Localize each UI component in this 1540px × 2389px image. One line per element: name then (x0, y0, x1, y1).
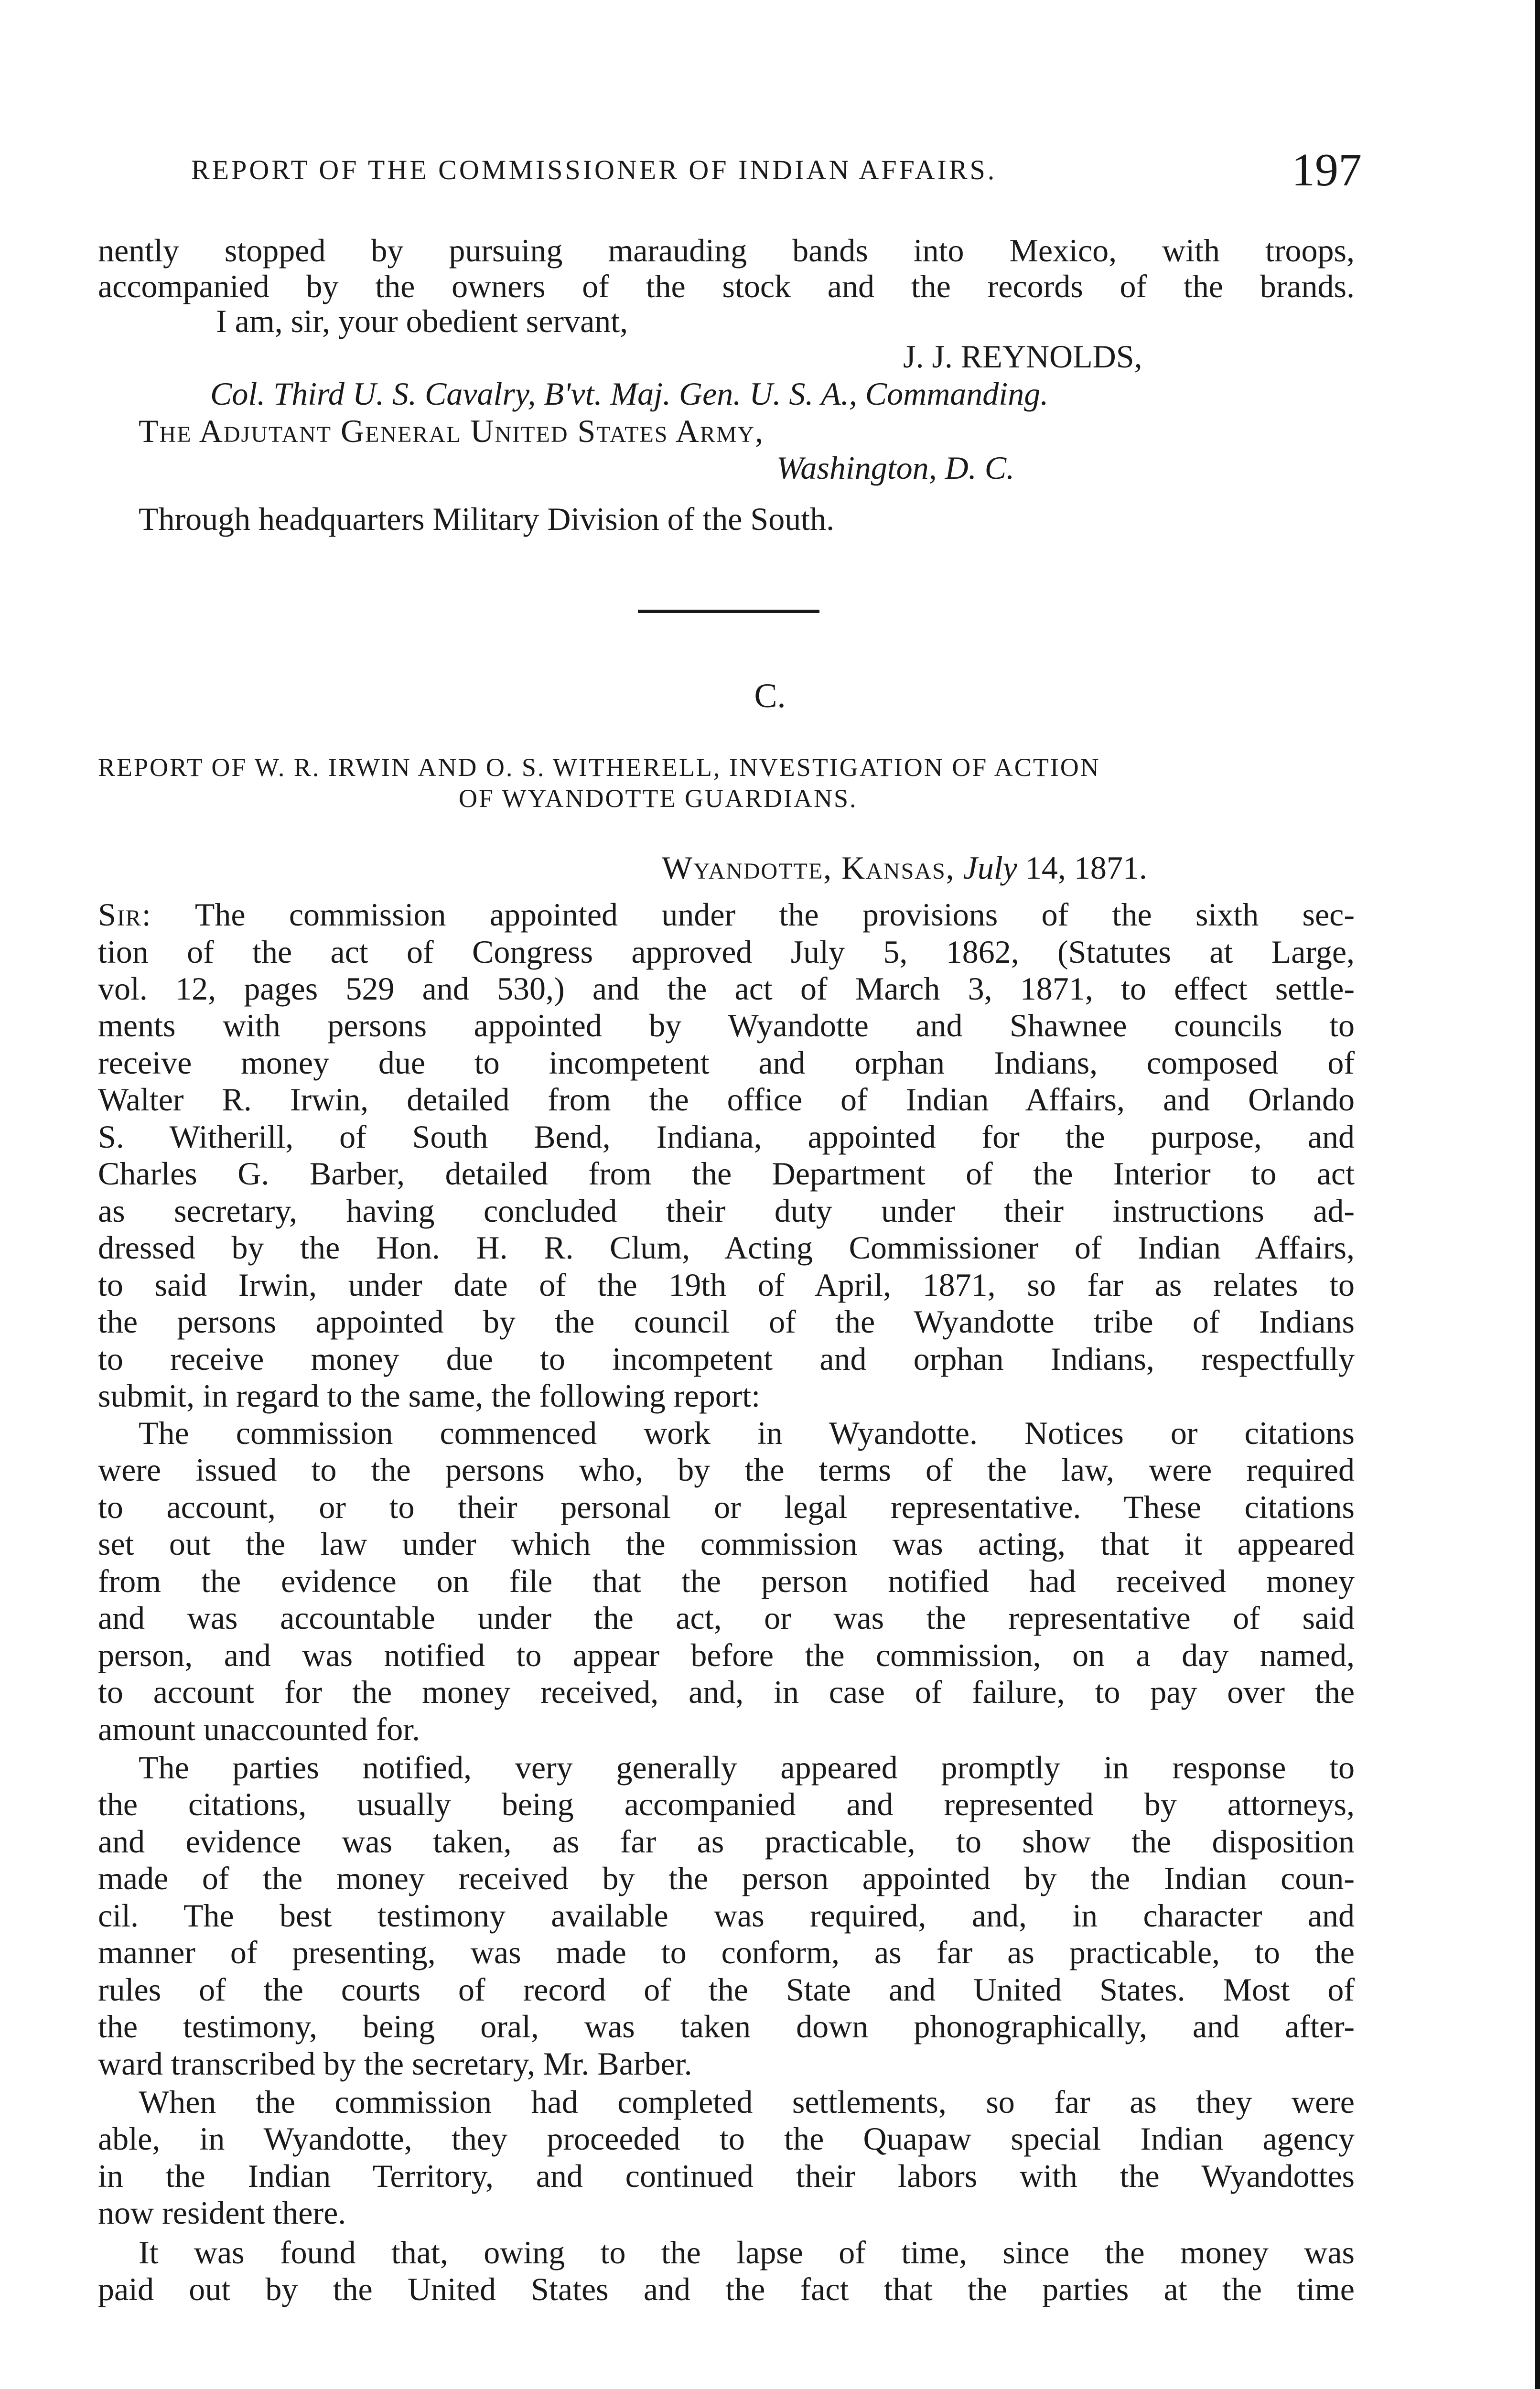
body-line: to account, or to their personal or legal representative. These citations (98, 1489, 1355, 1525)
dateline (662, 851, 1147, 884)
body-line: manner of presenting, was made to conform, as far as practicable, to the (98, 1934, 1355, 1970)
body-line: cil. The best testimony available was required, and, in character and (98, 1897, 1355, 1934)
body-line: Walter R. Irwin, detailed from the office of Indian Affairs, and Orlando (98, 1081, 1355, 1118)
report-heading-line-1: REPORT OF W. R. IRWIN AND O. S. WITHERELL, INVESTIGATION OF ACTION (98, 753, 1100, 782)
body-line: from the evidence on file that the person notified had received money (98, 1563, 1355, 1599)
body-line: and evidence was taken, as far as practicable, to show the disposition (98, 1823, 1355, 1860)
dateline-month: July (963, 850, 1017, 886)
body-line: ward transcribed by the secretary, Mr. Barber. (98, 2045, 692, 2082)
signatory-name: J. J. REYNOLDS, (903, 338, 1142, 375)
signatory-title: Col. Third U. S. Cavalry, B'vt. Maj. Gen. U. S. A., Commanding. (210, 376, 1049, 412)
body-line: in the Indian Territory, and continued their labors with the Wyandottes (98, 2158, 1355, 2194)
body-line: The commission commenced work in Wyandotte. Notices or citations (139, 1415, 1355, 1451)
body-line: submit, in regard to the same, the following report: (98, 1377, 761, 1414)
body-line: person, and was notified to appear before the commission, on a day named, (98, 1637, 1355, 1673)
section-rule (638, 610, 819, 613)
addressee: The Adjutant General United States Army, (139, 413, 765, 449)
report-heading-line-2: OF WYANDOTTE GUARDIANS. (459, 784, 858, 813)
body-line: to said Irwin, under date of the 19th of April, 1871, so far as relates to (98, 1267, 1355, 1303)
body-line: The parties notified, very generally appeared promptly in response to (139, 1749, 1355, 1786)
letter-closing: I am, sir, your obedient servant, (216, 303, 628, 339)
body-line: S. Witherill, of South Bend, Indiana, appointed for the purpose, and (98, 1119, 1355, 1155)
body-line: able, in Wyandotte, they proceeded to the Quapaw special Indian agency (98, 2120, 1355, 2157)
addressee-place: Washington, D. C. (776, 450, 1015, 486)
routing-line: Through headquarters Military Division of the South. (139, 501, 835, 537)
dateline-place: Wyandotte, Kansas, (662, 850, 955, 886)
section-letter: C. (754, 677, 786, 715)
body-line: tion of the act of Congress approved July 5, 1862, (Statutes at Large, (98, 934, 1355, 970)
body-line: set out the law under which the commission was acting, that it appeared (98, 1526, 1355, 1562)
body-line: now resident there. (98, 2195, 346, 2231)
body-line: to receive money due to incompetent and orphan Indians, respectfully (98, 1341, 1355, 1377)
body-line: accompanied by the owners of the stock and the records of the brands. (98, 268, 1355, 304)
salutation: Sir: (98, 896, 152, 933)
body-line: receive money due to incompetent and orphan Indians, composed of (98, 1044, 1355, 1081)
body-line: the persons appointed by the council of the Wyandotte tribe of Indians (98, 1303, 1355, 1340)
running-head (191, 143, 1362, 196)
body-text: The commission appointed under the provisions of the sixth sec- (194, 896, 1355, 933)
body-line: the citations, usually being accompanied and represented by attorneys, (98, 1786, 1355, 1822)
body-line: made of the money received by the person appointed by the Indian coun- (98, 1860, 1355, 1896)
body-line: When the commission had completed settlements, so far as they were (139, 2084, 1355, 2120)
dateline-year: 14, 1871. (1025, 850, 1147, 886)
body-line: nently stopped by pursuing marauding bands into Mexico, with troops, (98, 232, 1355, 269)
paragraph-1-first-line (98, 898, 1355, 931)
body-line: were issued to the persons who, by the terms of the law, were required (98, 1452, 1355, 1488)
body-line: amount unaccounted for. (98, 1711, 420, 1747)
body-line: as secretary, having concluded their duty under their instructions ad- (98, 1193, 1355, 1229)
body-line: vol. 12, pages 529 and 530,) and the act of March 3, 1871, to effect settle- (98, 970, 1355, 1007)
body-line: ments with persons appointed by Wyandotte and Shawnee councils to (98, 1007, 1355, 1044)
body-line: the testimony, being oral, was taken down phonographically, and after- (98, 2008, 1355, 2045)
body-line: dressed by the Hon. H. R. Clum, Acting Commissioner of Indian Affairs, (98, 1229, 1355, 1266)
running-title: REPORT OF THE COMMISSIONER OF INDIAN AFFAIRS. (191, 154, 997, 185)
body-line: Charles G. Barber, detailed from the Department of the Interior to act (98, 1155, 1355, 1192)
page-number: 197 (1292, 144, 1362, 196)
body-line: It was found that, owing to the lapse of time, since the money was (139, 2234, 1355, 2271)
body-line: to account for the money received, and, in case of failure, to pay over the (98, 1674, 1355, 1710)
body-line: rules of the courts of record of the State and United States. Most of (98, 1971, 1355, 2008)
body-line: paid out by the United States and the fact that the parties at the time (98, 2271, 1355, 2307)
body-line: and was accountable under the act, or was the representative of said (98, 1600, 1355, 1636)
